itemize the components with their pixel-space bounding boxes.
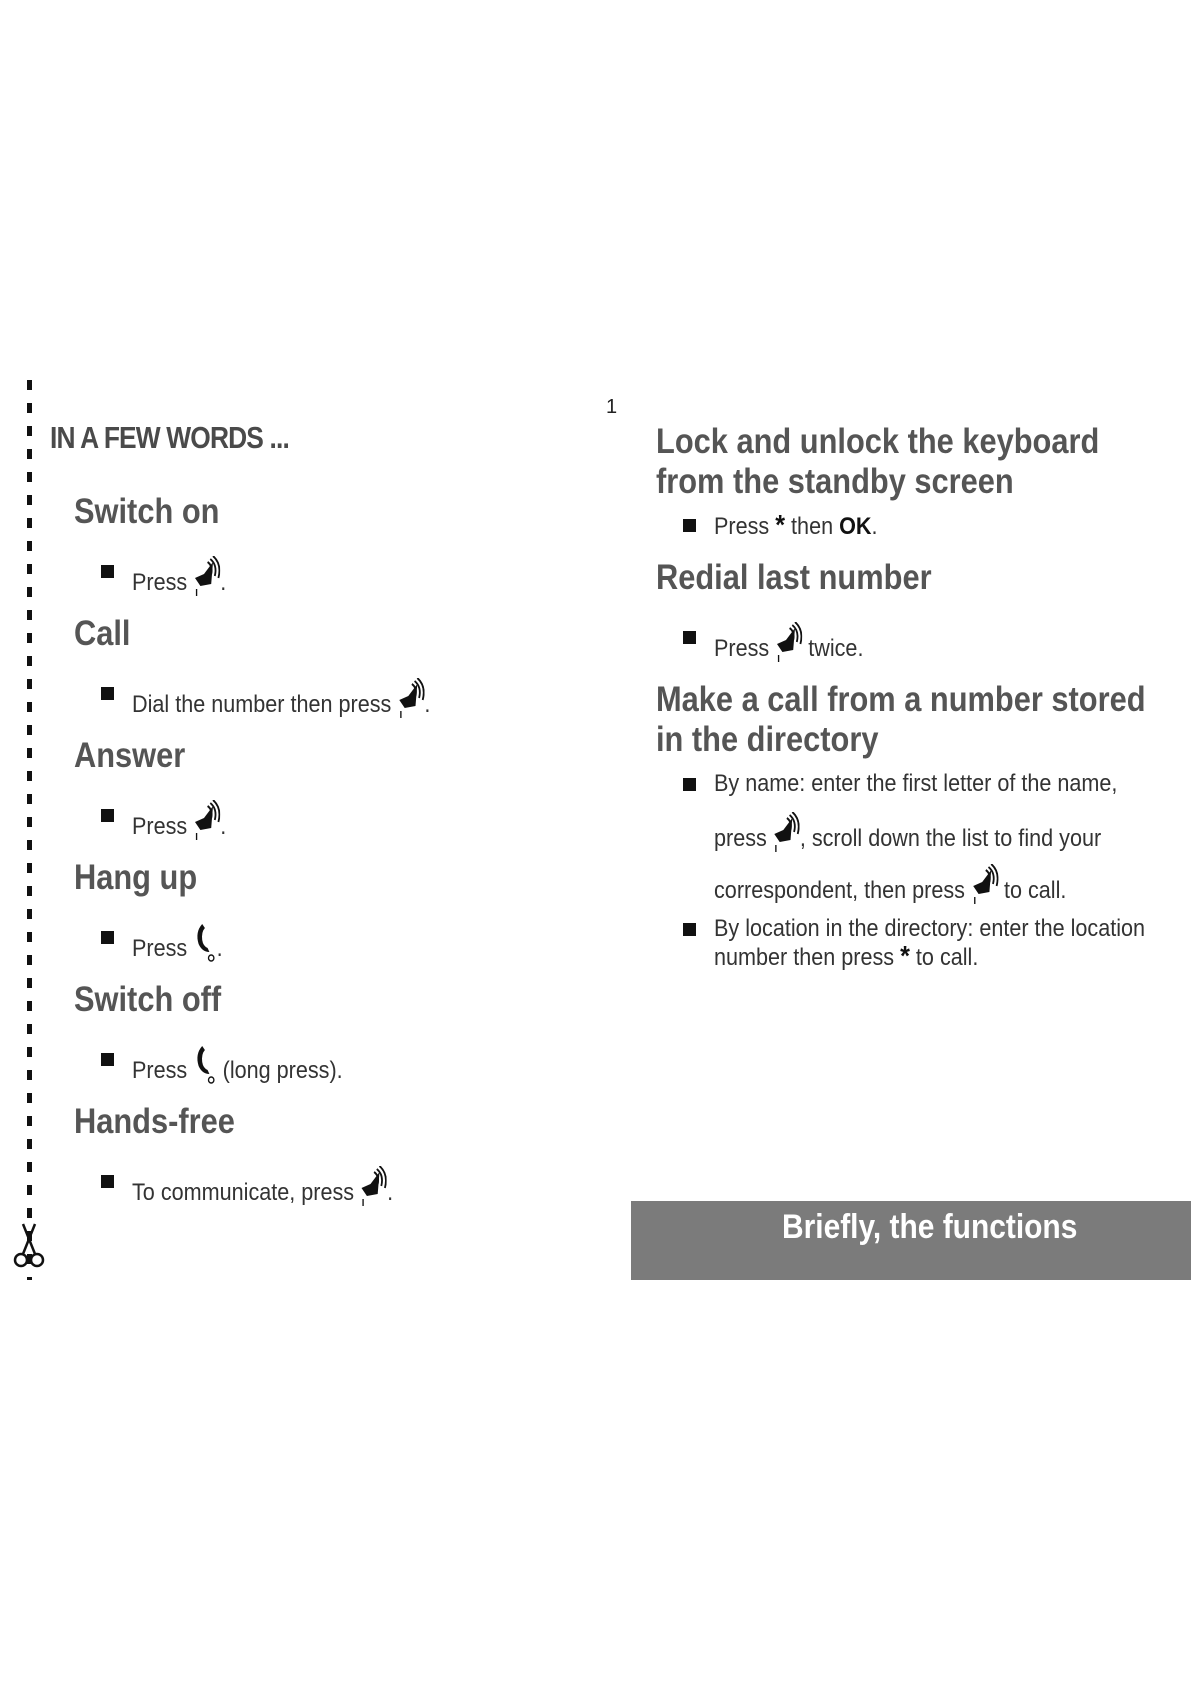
instruction-answer: Press .	[132, 800, 226, 841]
instruction-by-name-line1: By name: enter the first letter of the name,	[714, 770, 1118, 797]
instruction-by-location-line1: By location in the directory: enter the location	[714, 915, 1146, 942]
heading-answer: Answer	[74, 736, 186, 775]
speaker-call-icon	[775, 622, 802, 662]
instruction-redial: Press twice.	[714, 622, 863, 663]
instruction-by-name-line3: correspondent, then press to call.	[714, 864, 1066, 905]
heading-switch-off: Switch off	[74, 980, 222, 1019]
bullet	[683, 631, 696, 644]
heading-directory-call: Make a call from a number stored in the directory	[656, 680, 1146, 759]
instruction-switch-on: Press .	[132, 556, 226, 597]
speaker-call-icon	[397, 678, 424, 718]
banner-title: Briefly, the functions	[782, 1208, 1078, 1246]
heading-lock-keyboard: Lock and unlock the keyboard from the standby screen	[656, 422, 1100, 501]
speaker-call-icon	[193, 800, 220, 840]
instruction-call: Dial the number then press .	[132, 678, 430, 719]
bullet	[683, 519, 696, 532]
page-number: 1	[606, 396, 618, 418]
heading-call: Call	[74, 614, 131, 653]
bullet	[101, 565, 114, 578]
instruction-switch-off: Press (long press).	[132, 1044, 343, 1085]
bullet	[101, 931, 114, 944]
speaker-call-icon	[773, 812, 800, 852]
bullet	[101, 809, 114, 822]
bullet	[683, 923, 696, 936]
hangup-handset-icon	[193, 1044, 216, 1084]
heading-hands-free: Hands-free	[74, 1102, 235, 1141]
instruction-hang-up: Press .	[132, 922, 223, 963]
cut-line	[27, 380, 32, 1280]
heading-switch-on: Switch on	[74, 492, 220, 531]
heading-redial: Redial last number	[656, 558, 932, 597]
speaker-call-icon	[971, 864, 998, 904]
instruction-lock: Press * then OK.	[714, 509, 878, 540]
hangup-handset-icon	[193, 922, 216, 962]
bullet	[101, 1053, 114, 1066]
bullet	[683, 778, 696, 791]
bullet	[101, 687, 114, 700]
bullet	[101, 1175, 114, 1188]
heading-hang-up: Hang up	[74, 858, 198, 897]
speaker-call-icon	[360, 1166, 387, 1206]
instruction-by-name-line2: press , scroll down the list to find your	[714, 812, 1101, 853]
instruction-hands-free: To communicate, press .	[132, 1166, 393, 1207]
page-title: IN A FEW WORDS ...	[50, 420, 289, 455]
instruction-by-location-line2: number then press * to call.	[714, 940, 979, 971]
speaker-call-icon	[193, 556, 220, 596]
scissors-icon	[13, 1222, 45, 1268]
